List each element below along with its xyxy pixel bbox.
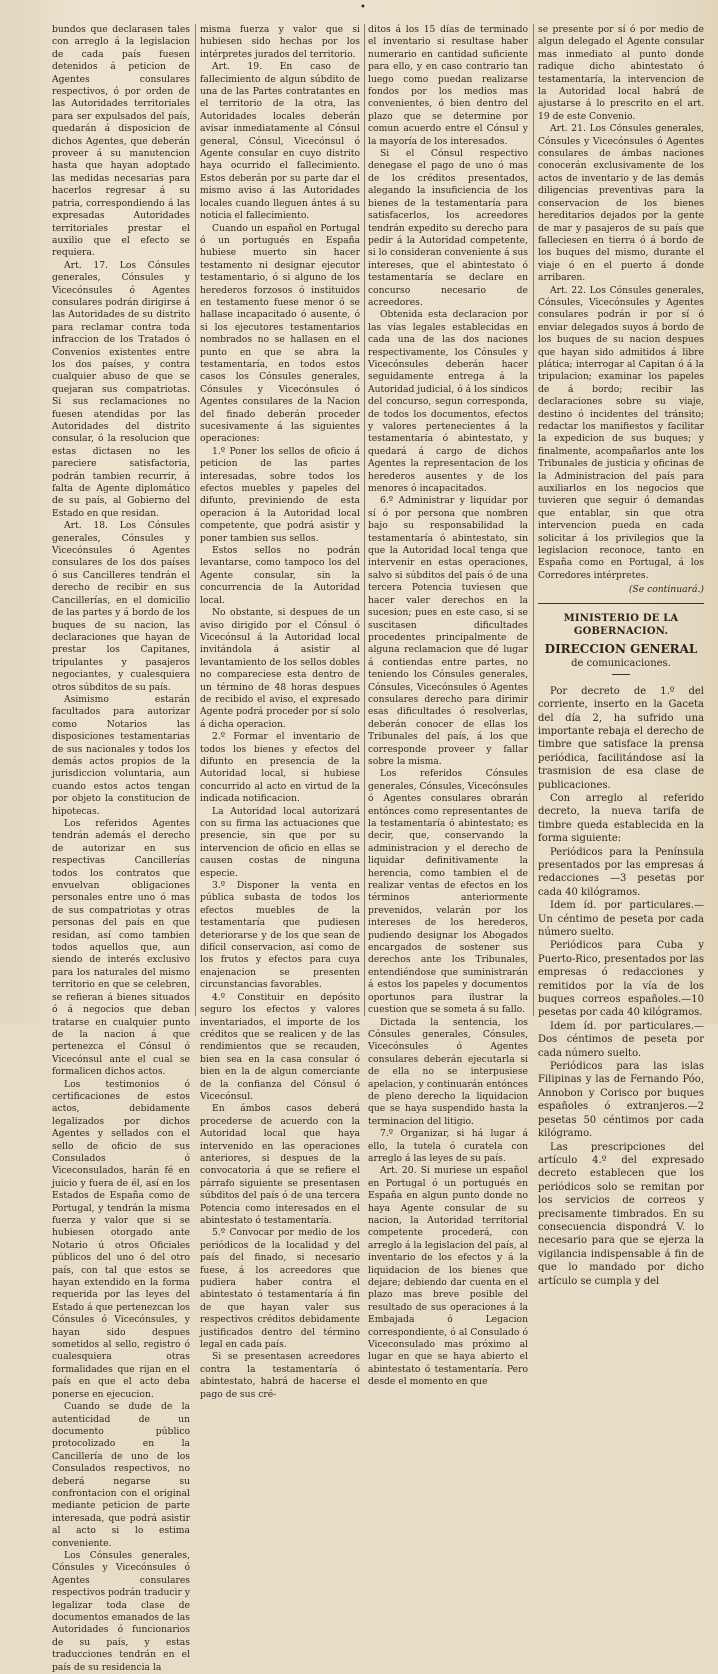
paragraph: Periódicos para las islas Filipinas y las de Fernando Póo, Annobon y Corisco por buques españoles ó extranjeros.—2 pesetas 50 céntimos por cada kilógramo. (538, 1061, 704, 1140)
folio-mark: • (360, 2, 366, 13)
department-heading: DIRECCION GENERAL (544, 641, 698, 656)
paragraph: se presente por sí ó por medio de algun delegado el Agente consular mas inmediato al punto donde radique dicho abintestato ó testamentaría, la intervencion de la Autoridad local habrá de ajustarse á lo prescrito en el art. 19 de este Convenio. (538, 24, 704, 122)
paragraph: Por decreto de 1.º del corriente, inserto en la Gaceta del día 2, ha sufrido una importante rebaja el derecho de timbre que satisface la prensa periódica, facilitándose así la trasmision de esa clase de publicaciones. (538, 685, 704, 791)
paragraph: Cuando un español en Portugal ó un portugués en España hubiese muerto sin hacer testamento ni designar ejecutor testamentario, ó si alguno de los herederos forzosos ó instituidos en testamento fuese menor ó se hallase incapacitado ó ausente, ó si los ejecutores testamentarios nombrados no se hallasen en el punto en que se abra la testamentaría, en todos estos casos los Cónsules generales, Cónsules y Vicecónsules ó Agentes consulares de la Nacion del finado deberán proceder sucesivamente á las siguientes operaciones: (200, 222, 360, 445)
paragraph: Los referidos Cónsules generales, Cónsules, Vicecónsules ó Agentes consulares obrarán entónces como representantes de la testamentaría ó abintestato; es decir, que, conservando la administracion y el derecho de liquidar definitivamente la herencia, como tambien el de realizar ventas de efectos en los términos anteriormente prevenidos, velarán por los intereses de los herederos, pudiendo designar los Abogados encargados de sostener sus derechos ante los Tribunales, entendiéndose que suministrarán á estos los papeles y documentos oportunos para ilustrar la cuestion que se someta á su fallo. (368, 768, 528, 1016)
paragraph: Art. 22. Los Cónsules generales, Cónsules, Vicecónsules y Agentes consulares podrán ir por sí ó enviar delegados suyos á bordo de los buques de su nacion despues que hayan sido admitidos á libre plática; interrogar al Capitan ó á la tripulacion; examinar los papeles de á bordo; recibir las declaraciones sobre su viaje, destino ó incidentes del tránsito; redactar los manifiestos y facilitar la expedicion de sus buques; y finalmente, acompañarlos ante los Tribunales de justicia y oficinas de la Administracion del país para auxiliarlos en los negocios que tuvieren que seguir ó demandas que entablar, sin que otra intervencion pueda en cada solicitar á los privilegios que la legislacion reconoce, tanto en España como en Portugal, á los Corredores intérpretes. (538, 284, 704, 581)
paragraph: Los referidos Agentes tendrán además el derecho de autorizar en sus respectivas Cancillerías todos los contratos que envuelvan obligaciones personales entre uno ó mas de sus compatriotas y otras personas del país en que residan, así como tambien todos aquellos que, aun siendo de interés exclusivo para los naturales del mismo territorio en que se celebren, se refieran á bienes situados ó á negocios que deban tratarse en cualquier punto de la nacion á que pertenezca el Cónsul ó Vicecónsul ante el cual se formalicen dichos actos. (52, 818, 190, 1078)
paragraph: Cuando se dude de la autenticidad de un documento público protocolizado en la Cancillería de uno de los Consulados respectivos, no deberá negarse su confrontacion con el original mediante peticion de parte interesada, que podrá asistir al acto si lo estima conveniente. (52, 1401, 190, 1549)
paragraph: En ámbos casos deberá procederse de acuerdo con la Autoridad local que haya intervenido en las operaciones anteriores, si despues de la convocatoria á que se refiere el párrafo siguiente se presentasen súbditos del país ó de una tercera Potencia como interesados en el abintestato ó testamentaría. (200, 1103, 360, 1226)
column-1 (52, 24, 190, 1673)
paragraph: Idem íd. por particulares.—Dos céntimos de peseta por cada número suelto. (538, 1020, 704, 1059)
ministry-heading: MINISTERIO DE LA GOBERNACION. (563, 612, 679, 637)
section-rule (538, 603, 704, 604)
column-divider (364, 24, 365, 1016)
paragraph: 1.º Poner los sellos de oficio á peticion de las partes interesadas, sobre todos los efectos muebles y papeles del difunto, previniendo de esta operacion á la Autoridad local competente, que podrá asistir y poner tambien sus sellos. (200, 445, 360, 544)
paragraph: Dictada la sentencia, los Cónsules generales, Cónsules, Vicecónsules ó Agentes consulares deberán ejecutarla si de ella no se interpusiese apelacion, y continuarán entónces de pleno derecho la liquidacion que se haya suspendido hasta la terminacion del litigio. (368, 1016, 528, 1127)
paragraph: 2.º Formar el inventario de todos los bienes y efectos del difunto en presencia de la Autoridad local, si hubiese concurrido al acto en virtud de la indicada notificacion. (200, 731, 360, 805)
paragraph: Los testimonios ó certificaciones de estos actos, debidamente legalizados por dichos Agentes y sellados con el sello de oficio de sus Consulados ó Viceconsulados, harán fé en juicio y fuera de él, así en los Estados de España como de Portugal, y tendrán la misma fuerza y valor que si se hubiesen otorgado ante Notario ú otros Oficiales públicos del uno ó del otro país, con tal que estos se hayan extendido en la forma requerida por las leyes del Estado á que pertenezcan los Cónsules ó Vicecónsules, y hayan sido despues sometidos al sello, registro ó cualesquiera otras formalidades que rijan en el país en que el acto deba ponerse en ejecucion. (52, 1078, 190, 1400)
paragraph: Art. 17. Los Cónsules generales, Cónsules y Vicecónsules ó Agentes consulares podrán dirigirse á las Autoridades de su distrito para reclamar contra toda infraccion de los Tratados ó Convenios existentes entre los dos países, y contra cualquier abuso de que se quejaran sus compatriotas. Si sus reclamaciones no fuesen atendidas por las Autoridades del distrito consular, ó la resolucion que estas dictasen no les pareciere satisfactoria, podrán tambien recurrir, á falta de Agente diplomático de su país, al Gobierno del Estado en que residan. (52, 259, 190, 519)
department-subheading: de comunicaciones. (571, 657, 671, 669)
paragraph: ditos á los 15 días de terminado el inventario si resultase haber numerario en cantidad suficiente para ello, y en caso contrario tan luego como puedan realizarse fondos por los medios mas convenientes, ó bien dentro del plazo que se determine por comun acuerdo entre el Cónsul y la mayoría de los interesados. (368, 24, 528, 147)
column-3 (368, 24, 528, 1388)
paragraph: Con arreglo al referido decreto, la nueva tarifa de timbre queda establecida en la forma siguiente: (538, 792, 704, 845)
paragraph: 7.º Organizar, si há lugar á ello, la tutela ó curatela con arreglo á las leyes de su país. (368, 1128, 528, 1164)
paragraph: La Autoridad local autorizará con su firma las actuaciones que presencie, sin que por su intervencion de oficio en ellas se causen costas de ninguna especie. (200, 805, 360, 879)
paragraph: Art. 21. Los Cónsules generales, Cónsules y Vicecónsules ó Agentes consulares de ámbas naciones conocerán exclusivamente de los actos de inventario y de las demás diligencias preventivas para la conservacion de los bienes hereditarios dejados por la gente de mar y pasajeros de su país que falleciesen en tierra ó á bordo de los buques del mismo, durante el viaje ó en el puerto á donde arribaren. (538, 123, 704, 284)
paragraph: Periódicos para la Península presentados por las empresas á redacciones —3 pesetas por cada 40 kilógramos. (538, 846, 704, 898)
paragraph: bundos que declarasen tales con arreglo á la legislacion de cada país fuesen detenidos á peticion de Agentes consulares respectivos, ó por orden de las Autoridades territoriales para ser expulsados del país, quedarán á disposicion de dichos Agentes, que deberán proveer á su manutencion hasta que hayan adoptado las medidas necesarias para hacerlos regresar á su patria, correspondiendo á las expresadas Autoridades territoriales prestar el auxilio que el efecto se requiera. (52, 24, 190, 259)
bulletin-body (538, 685, 704, 1288)
column-2 (200, 24, 360, 1400)
paragraph: Los Cónsules generales, Cónsules y Vicecónsules ó Agentes consulares respectivos podrán traducir y legalizar toda clase de documentos emanados de las Autoridades ó funcionarios de su país, y estas traducciones tendrán en el país de su residencia la (52, 1549, 190, 1673)
continued-note: (Se continuará.) (628, 584, 704, 596)
column-divider (533, 24, 534, 1016)
paragraph: Art. 19. En caso de fallecimiento de algun súbdito de una de las Partes contratantes en el territorio de la otra, las Autoridades locales deberán avisar inmediatamente al Cónsul general, Cónsul, Vicecónsul ó Agente consular en cuyo distrito haya ocurrido el fallecimiento. Estos deberán por su parte dar el mismo aviso á las Autoridades locales cuando lleguen ántes á su noticia el fallecimiento. (200, 61, 360, 222)
paragraph: Si el Cónsul respectivo denegase el pago de uno ó mas de los créditos presentados, alegando la insuficiencia de los bienes de la testamentaría para satisfacerlos, los acreedores tendrán expedito su derecho para pedir á la Autoridad competente, si lo consideran conveniente á sus intereses, que el abintestato ó testamentaría se declare en concurso necesario de acreedores. (368, 148, 528, 308)
paragraph: 4.º Constituir en depósito seguro los efectos y valores inventariados, el importe de los créditos que se realicen y de las rendimientos que se recauden, bien sea en la casa consular ó bien en la de algun comerciante de la confianza del Cónsul ó Vicecónsul. (200, 991, 360, 1102)
paragraph: Idem íd. por particulares.—Un céntimo de peseta por cada número suelto. (538, 900, 704, 938)
paragraph: Si se presentasen acreedores contra la testamentaría ó abintestato, habrá de hacerse el pago de sus cré- (200, 1351, 360, 1400)
paragraph: Obtenida esta declaracion por las vías legales establecidas en cada una de las dos naciones respectivamente, los Cónsules y Vicecónsules deberán hacer seguidamente entrega á la Autoridad judicial, ó á los síndicos del concurso, segun corresponda, de todos los documentos, efectos y valores pertenecientes á la testamentaría ó abintestato, y quedará á cargo de dichos Agentes la representacion de los herederos ausentes y de los menores ó incapacitados. (368, 309, 528, 495)
paragraph: Asimismo estarán facultados para autorizar como Notarios las disposiciones testamentarias de sus nacionales y todos los demás actos propios de la jurisdiccion voluntaria, aun cuando estos actos tengan por objeto la constitucion de hipotecas. (52, 693, 190, 817)
paragraph: Art. 18. Los Cónsules generales, Cónsules y Vicecónsules ó Agentes consulares de los dos países ó sus Cancilleres tendrán el derecho de recibir en sus Cancillerías, en el domicilio de las partes y á bordo de los buques de su nacion, las declaraciones que hayan de prestar los Capitanes, tripulantes y pasajeros negociantes, y cualesquiera otros súbditos de su país. (52, 520, 190, 693)
paragraph: Las prescripciones del artículo 4.º del expresado decreto establecen que los periódicos solo se remitan por los servicios de correos y precisamente timbrados. En su consecuencia dispondrá V. lo necesario para que se ejerza la vigilancia indispensable á fin de que lo mandado por dicho artículo se cumpla y del (538, 1141, 704, 1287)
paragraph: Estos sellos no podrán levantarse, como tampoco los del Agente consular, sin la concurrencia de la Autoridad local. (200, 545, 360, 606)
column-4 (538, 24, 704, 1287)
paragraph: Art. 20. Si muriese un español en Portugal ó un portugués en España en algun punto donde no haya Agente consular de su nacion, la Autoridad territorial competente procederá, con arreglo á la legislacion del país, al inventario de los efectos y á la liquidacion de los bienes que dejare; debiendo dar cuenta en el plazo mas breve posible del resultado de sus operaciones á la Embajada ó Legacion correspondiente, ó al Consulado ó Viceconsulado mas próximo al lugar en que se haya abierto el abintestato ó testamentaría. Pero desde el momento en que (368, 1165, 528, 1388)
paragraph: misma fuerza y valor que si hubiesen sido hechas por los intérpretes jurados del territorio. (200, 24, 360, 60)
column-divider (195, 24, 196, 1016)
paragraph: No obstante, si despues de un aviso dirigido por el Cónsul ó Vicecónsul á la Autoridad local invitándola á asistir al levantamiento de los sellos dobles no compareciese esta dentro de un término de 48 horas despues de recibido el aviso, el expresado Agente podrá proceder por sí solo á dicha operacion. (200, 607, 360, 730)
paragraph: 3.º Disponer la venta en pública subasta de todos los efectos muebles de la testamentaría que pudiesen deteriorarse y de los que sean de difícil conservacion, así como de los frutos y efectos para cuya enajenacion se presenten circunstancias favorables. (200, 880, 360, 991)
paragraph: 6.º Administrar y liquidar por sí ó por persona que nombren bajo su responsabilidad la testamentaría ó abintestato, sin que la Autoridad local tenga que intervenir en estas operaciones, salvo si súbditos del país ó de una tercera Potencia tuviesen que hacer valer derechos en la sucesion; pues en este caso, si se suscitasen dificultades procedentes principalmente de alguna reclamacion que dé lugar á contiendas entre partes, no teniendo los Cónsules generales, Cónsules, Vicecónsules ó Agentes consulares derecho para dirimir esas dificultades ó resolverlas, deberán conocer de ellas los Tribunales del país, á los que corresponde proveer y fallar sobre la misma. (368, 495, 528, 767)
heading-dash (612, 674, 630, 675)
paragraph: Periódicos para Cuba y Puerto-Rico, presentados por las empresas ó redacciones y remitidos por la vía de los buques correos españoles.—10 pesetas por cada 40 kilógramos. (538, 940, 704, 1019)
paragraph: 5.º Convocar por medio de los periódicos de la localidad y del país del finado, si necesario fuese, á los acreedores que pudiera haber contra el abintestato ó testamentaría á fin de que hayan valer sus respectivos créditos debidamente justificados dentro del término legal en cada país. (200, 1227, 360, 1351)
